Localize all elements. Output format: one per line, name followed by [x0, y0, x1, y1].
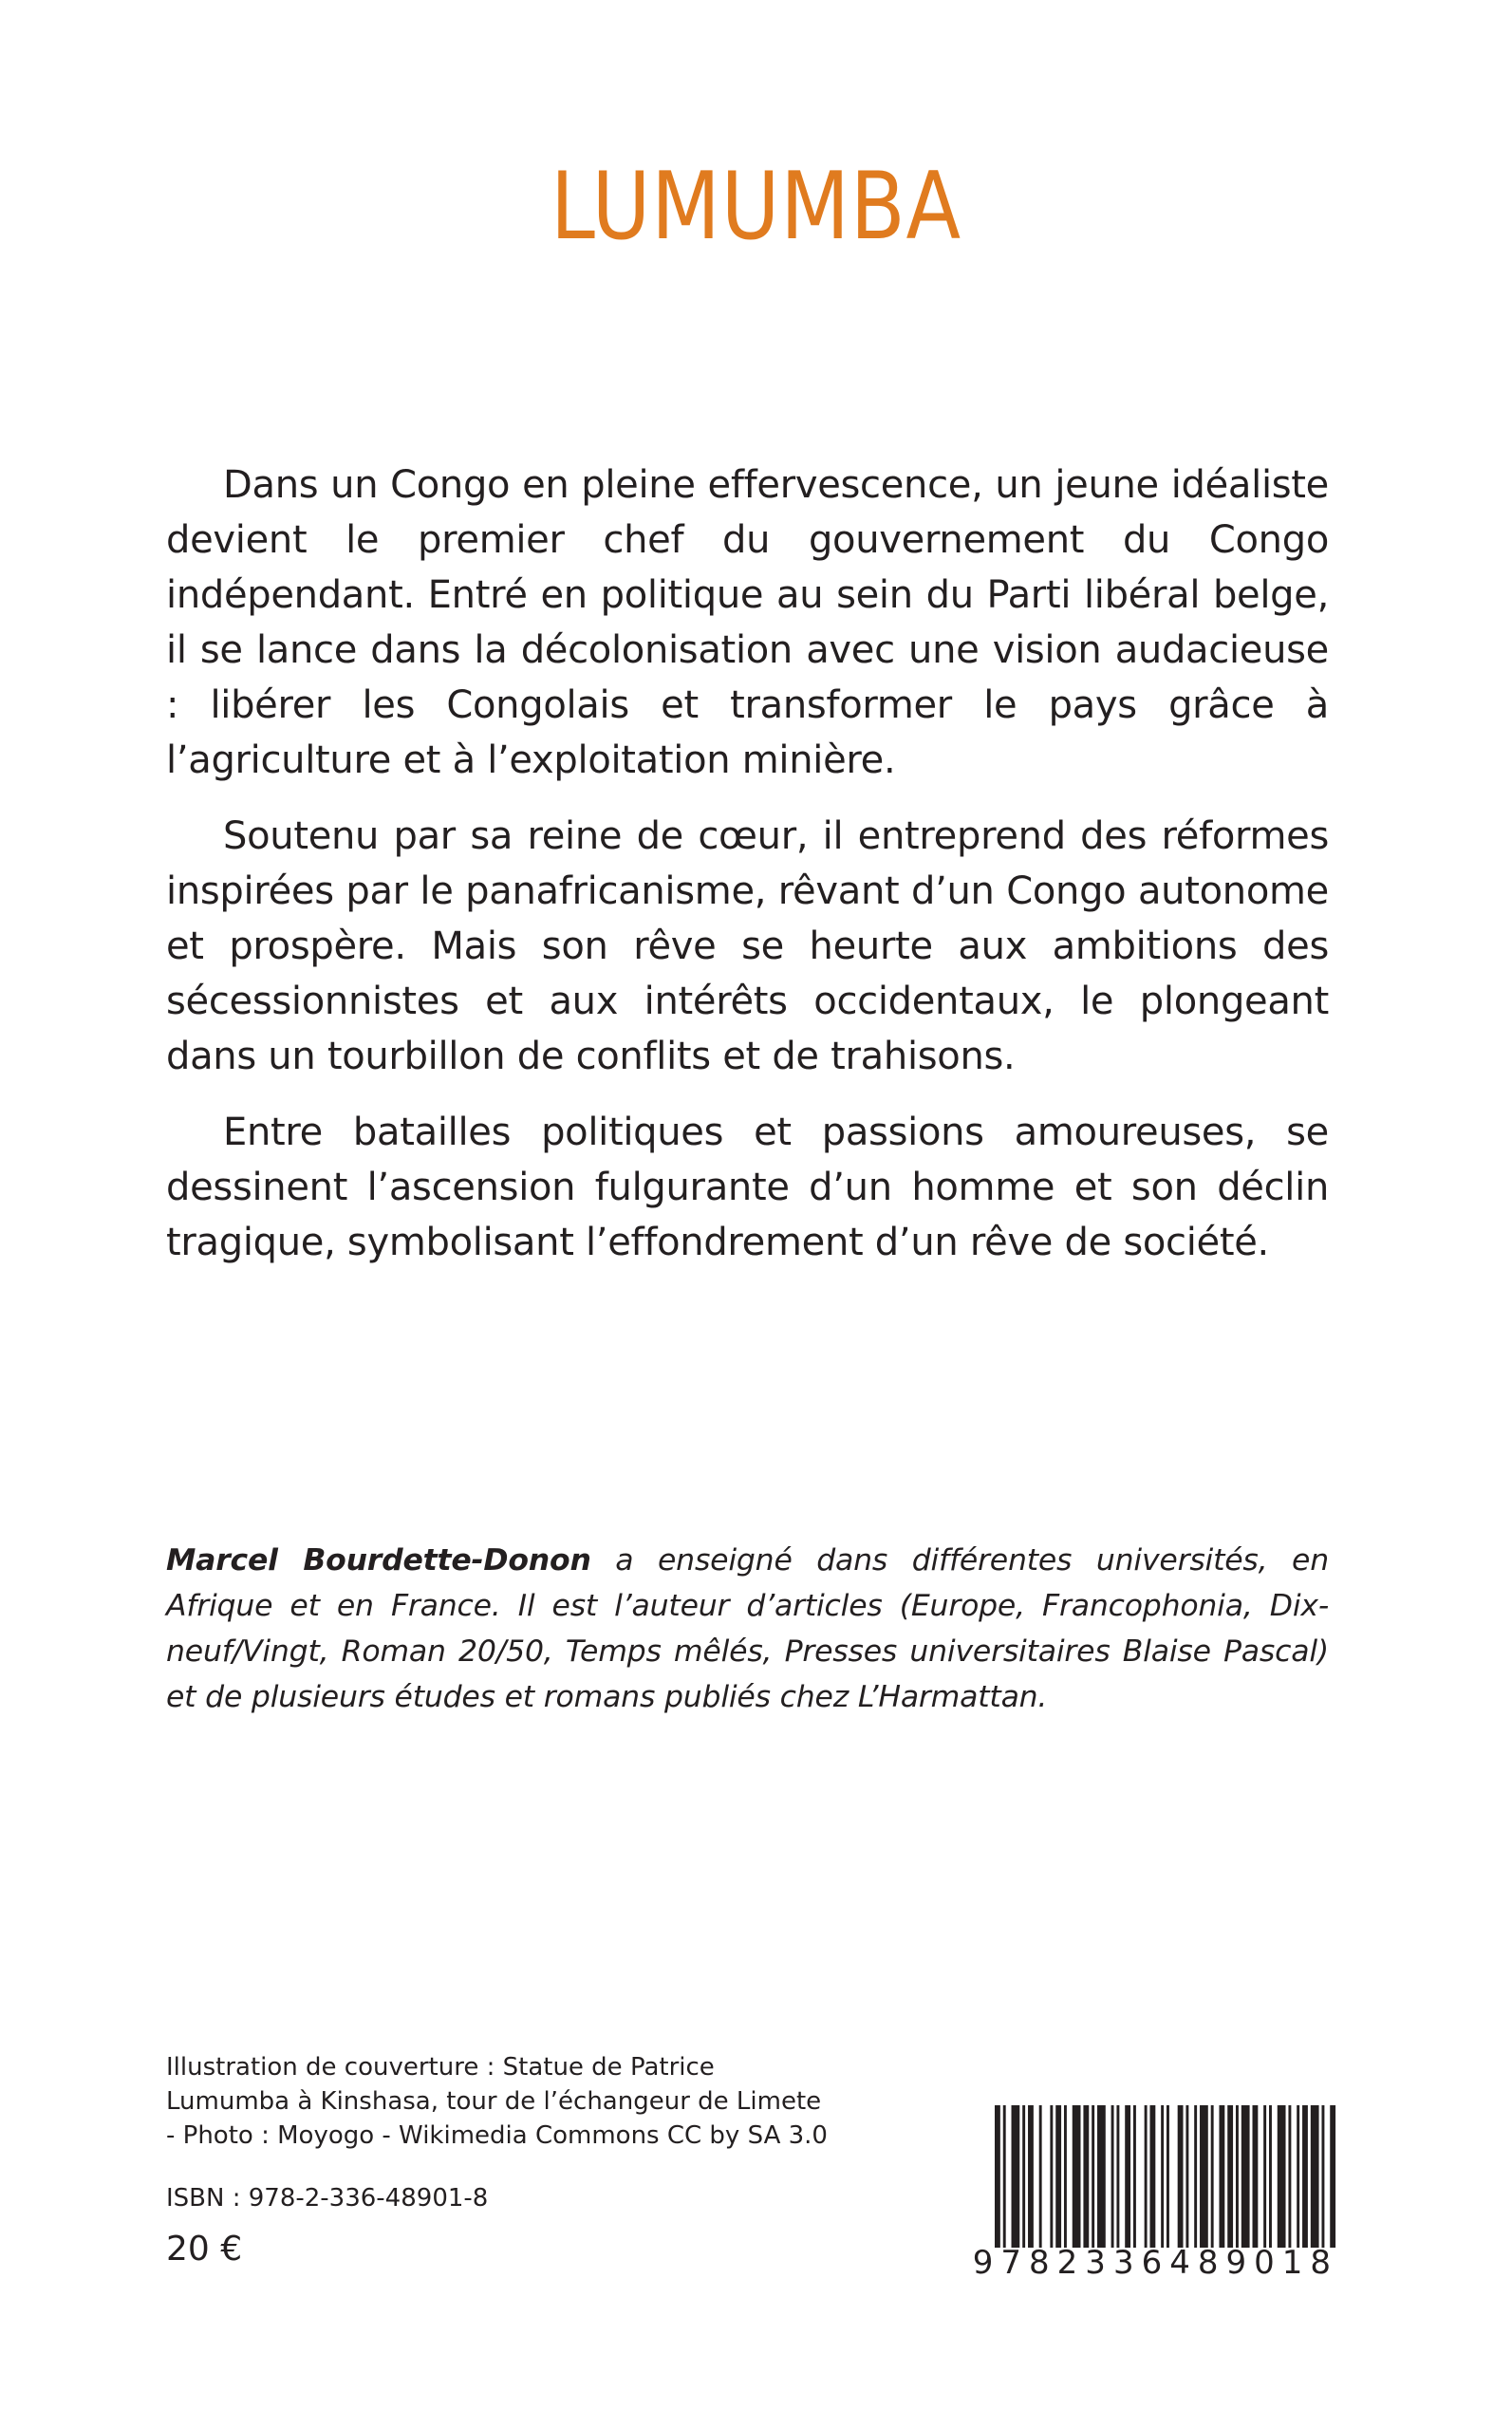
- barcode-bar: [1219, 2105, 1224, 2248]
- author-bio: [166, 1538, 1329, 1720]
- synopsis-paragraph: Soutenu par sa reine de cœur, il entreprend des réformes inspirées par le panafricanisme, rêvant d’un Congo autonome et prospère. Mais son rêve se heurte aux ambitions des sécessionnistes et aux intérêts occidentaux, le plongeant dans un tourbillon de conflits et de trahisons.: [166, 814, 1329, 1078]
- barcode-bar: [1039, 2105, 1042, 2248]
- isbn: ISBN : 978-2-336-48901-8: [166, 2184, 489, 2213]
- barcode-bar: [1278, 2105, 1286, 2248]
- barcode-bar: [1311, 2105, 1319, 2248]
- barcode-bar: [1012, 2105, 1020, 2248]
- barcode-bar: [1321, 2105, 1324, 2248]
- author-name: Marcel Bourdette-Donon: [166, 1543, 591, 1578]
- barcode-bar: [1178, 2105, 1184, 2248]
- barcode-bar: [1050, 2105, 1053, 2248]
- synopsis-paragraph: Entre batailles politiques et passions amoureuses, se dessinent l’ascension fulgurante d’un homme et son déclin tragique, symbolisant l’effondrement d’un rêve de société.: [166, 1111, 1329, 1264]
- barcode-bar: [995, 2105, 1000, 2248]
- barcode-bar: [1227, 2105, 1233, 2248]
- barcode-bar: [1253, 2105, 1259, 2248]
- barcode-bar: [1003, 2105, 1006, 2248]
- barcode-bar: [1185, 2105, 1188, 2248]
- synopsis-paragraph: Dans un Congo en pleine effervescence, un jeune idéaliste devient le premier chef du gouvernement du Congo indépendant. Entré en politique au sein du Parti libéral belge, il se lance dans la décolonisation avec une vision audacieuse : libérer les Congolais et transformer le pays grâce à l’agriculture et à l’exploitation minière.: [166, 463, 1329, 782]
- barcode-bar: [1302, 2105, 1308, 2248]
- barcode-bar: [1297, 2105, 1299, 2248]
- barcode-bar: [1161, 2105, 1164, 2248]
- barcode-bar: [1200, 2105, 1208, 2248]
- book-title: LUMUMBA: [550, 153, 962, 261]
- barcode-bar: [1073, 2105, 1081, 2248]
- barcode-bar: [1241, 2105, 1250, 2248]
- barcode-bar: [1145, 2105, 1148, 2248]
- cover-credits: Illustration de couverture : Statue de Patrice Lumumba à Kinshasa, tour de l’échangeur de Limete - Photo : Moyogo - Wikimedia Commons CC by SA 3.0: [166, 2053, 828, 2150]
- barcode-bar: [1092, 2105, 1094, 2248]
- barcode-bar: [1022, 2105, 1025, 2248]
- barcode-bar: [1083, 2105, 1089, 2248]
- synopsis: [166, 458, 1329, 1291]
- barcode-bar: [1064, 2105, 1067, 2248]
- barcode-bar: [1288, 2105, 1291, 2248]
- barcode-bar: [1133, 2105, 1136, 2248]
- price: 20 €: [166, 2230, 243, 2269]
- barcode-bar: [1330, 2105, 1335, 2248]
- barcode-digits: 9782336489018: [972, 2244, 1338, 2282]
- barcode-bar: [1167, 2105, 1169, 2248]
- barcode-bar: [1211, 2105, 1214, 2248]
- barcode-bar: [1125, 2105, 1130, 2248]
- barcode-bar: [1097, 2105, 1106, 2248]
- barcode-bar: [1111, 2105, 1114, 2248]
- barcode-bar: [1236, 2105, 1239, 2248]
- barcode-bar: [1194, 2105, 1197, 2248]
- author-bio-text: a enseigné dans différentes universités, en Afrique et en France. Il est l’auteur d’articles (Europe, Francophonia, Dix-neuf/Vingt, Roman 20/50, Temps mêlés, Presses universitaires Blaise Pascal) et de plusieurs études et romans publiés chez L’Harmattan.: [166, 1543, 1329, 1714]
- barcode-bar: [1116, 2105, 1119, 2248]
- barcode: [995, 2105, 1338, 2248]
- barcode-bar: [1028, 2105, 1034, 2248]
- barcode-bar: [1263, 2105, 1266, 2248]
- barcode-bar: [1055, 2105, 1061, 2248]
- barcode-bar: [1269, 2105, 1272, 2248]
- barcode-bar: [1149, 2105, 1155, 2248]
